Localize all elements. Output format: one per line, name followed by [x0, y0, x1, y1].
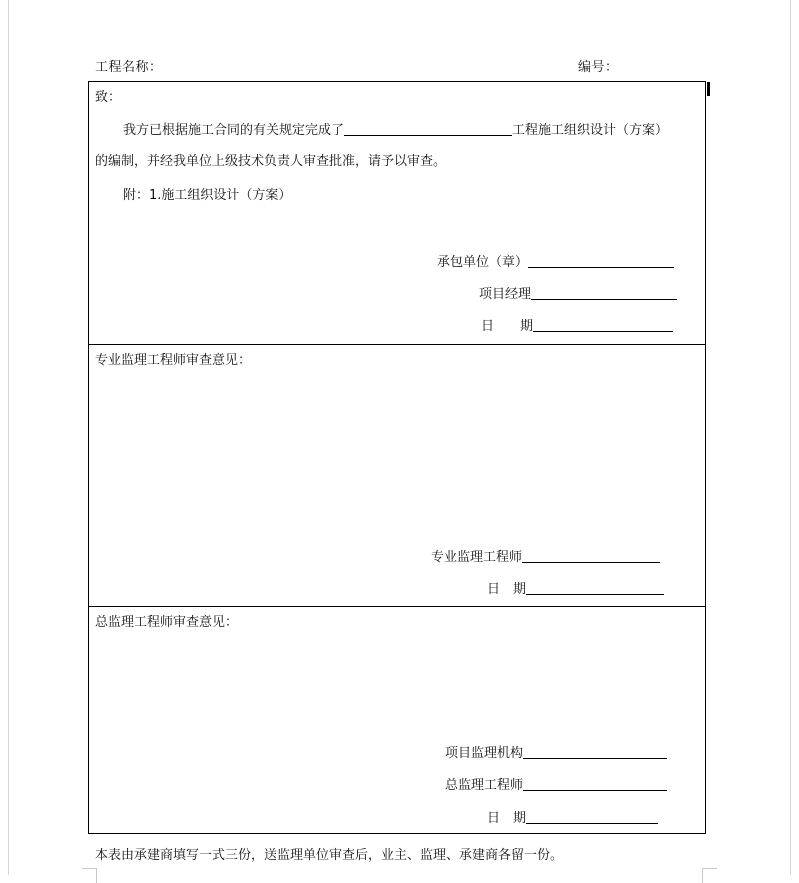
date-blank-1[interactable] — [533, 318, 673, 332]
date-blank-3[interactable] — [526, 810, 658, 824]
specialist-engineer-blank[interactable] — [522, 549, 660, 563]
page-left-edge — [8, 0, 9, 875]
body-line-1-after: 工程施工组织设计（方案） — [512, 123, 669, 138]
serial-number-label: 编号： — [578, 60, 619, 75]
manager-blank[interactable] — [531, 286, 677, 300]
footnote: 本表由承建商填写一式三份，送监理单位审查后，业主、监理、承建商各留一份。 — [95, 848, 564, 863]
submission-section — [89, 82, 705, 344]
specialist-engineer-row — [431, 549, 660, 566]
date-label-3: 日 期 — [487, 811, 527, 826]
chief-review-title: 总监理工程师审查意见： — [95, 615, 239, 630]
date-row-2 — [487, 581, 664, 598]
supervision-org-label: 项目监理机构 — [445, 746, 524, 761]
chief-engineer-row — [445, 777, 667, 794]
page-right-edge — [790, 0, 791, 875]
corner-mark-bottom-left — [82, 868, 97, 883]
specialist-review-section — [89, 344, 705, 606]
manager-label: 项目经理 — [479, 287, 532, 302]
specialist-review-title: 专业监理工程师审查意见： — [95, 353, 252, 368]
project-name-label: 工程名称： — [95, 60, 163, 75]
chief-review-section — [89, 606, 705, 835]
approval-form-table — [88, 81, 706, 834]
text-cursor — [707, 82, 710, 96]
manager-signature-row — [479, 286, 677, 303]
contractor-signature-row — [437, 254, 674, 271]
date-blank-2[interactable] — [526, 581, 664, 595]
contractor-blank[interactable] — [528, 254, 674, 268]
body-line-2: 的编制，并经我单位上级技术负责人审查批准，请予以审查。 — [95, 154, 447, 169]
date-label-1: 日 期 — [481, 319, 534, 334]
project-name-blank[interactable] — [344, 122, 512, 136]
date-row-3 — [487, 810, 658, 827]
chief-engineer-blank[interactable] — [523, 777, 667, 791]
supervision-org-row — [445, 745, 667, 762]
to-label: 致： — [95, 90, 122, 105]
specialist-engineer-label: 专业监理工程师 — [431, 550, 523, 565]
date-label-2: 日 期 — [487, 582, 527, 597]
supervision-org-blank[interactable] — [523, 745, 667, 759]
chief-engineer-label: 总监理工程师 — [445, 778, 524, 793]
date-row-1 — [481, 318, 673, 335]
corner-mark-bottom-right — [702, 868, 717, 883]
body-line-1-before: 我方已根据施工合同的有关规定完成了 — [123, 123, 345, 138]
contractor-label: 承包单位（章） — [437, 255, 529, 270]
attachment-line: 附：1.施工组织设计（方案） — [123, 188, 292, 203]
body-line-1 — [123, 122, 668, 139]
